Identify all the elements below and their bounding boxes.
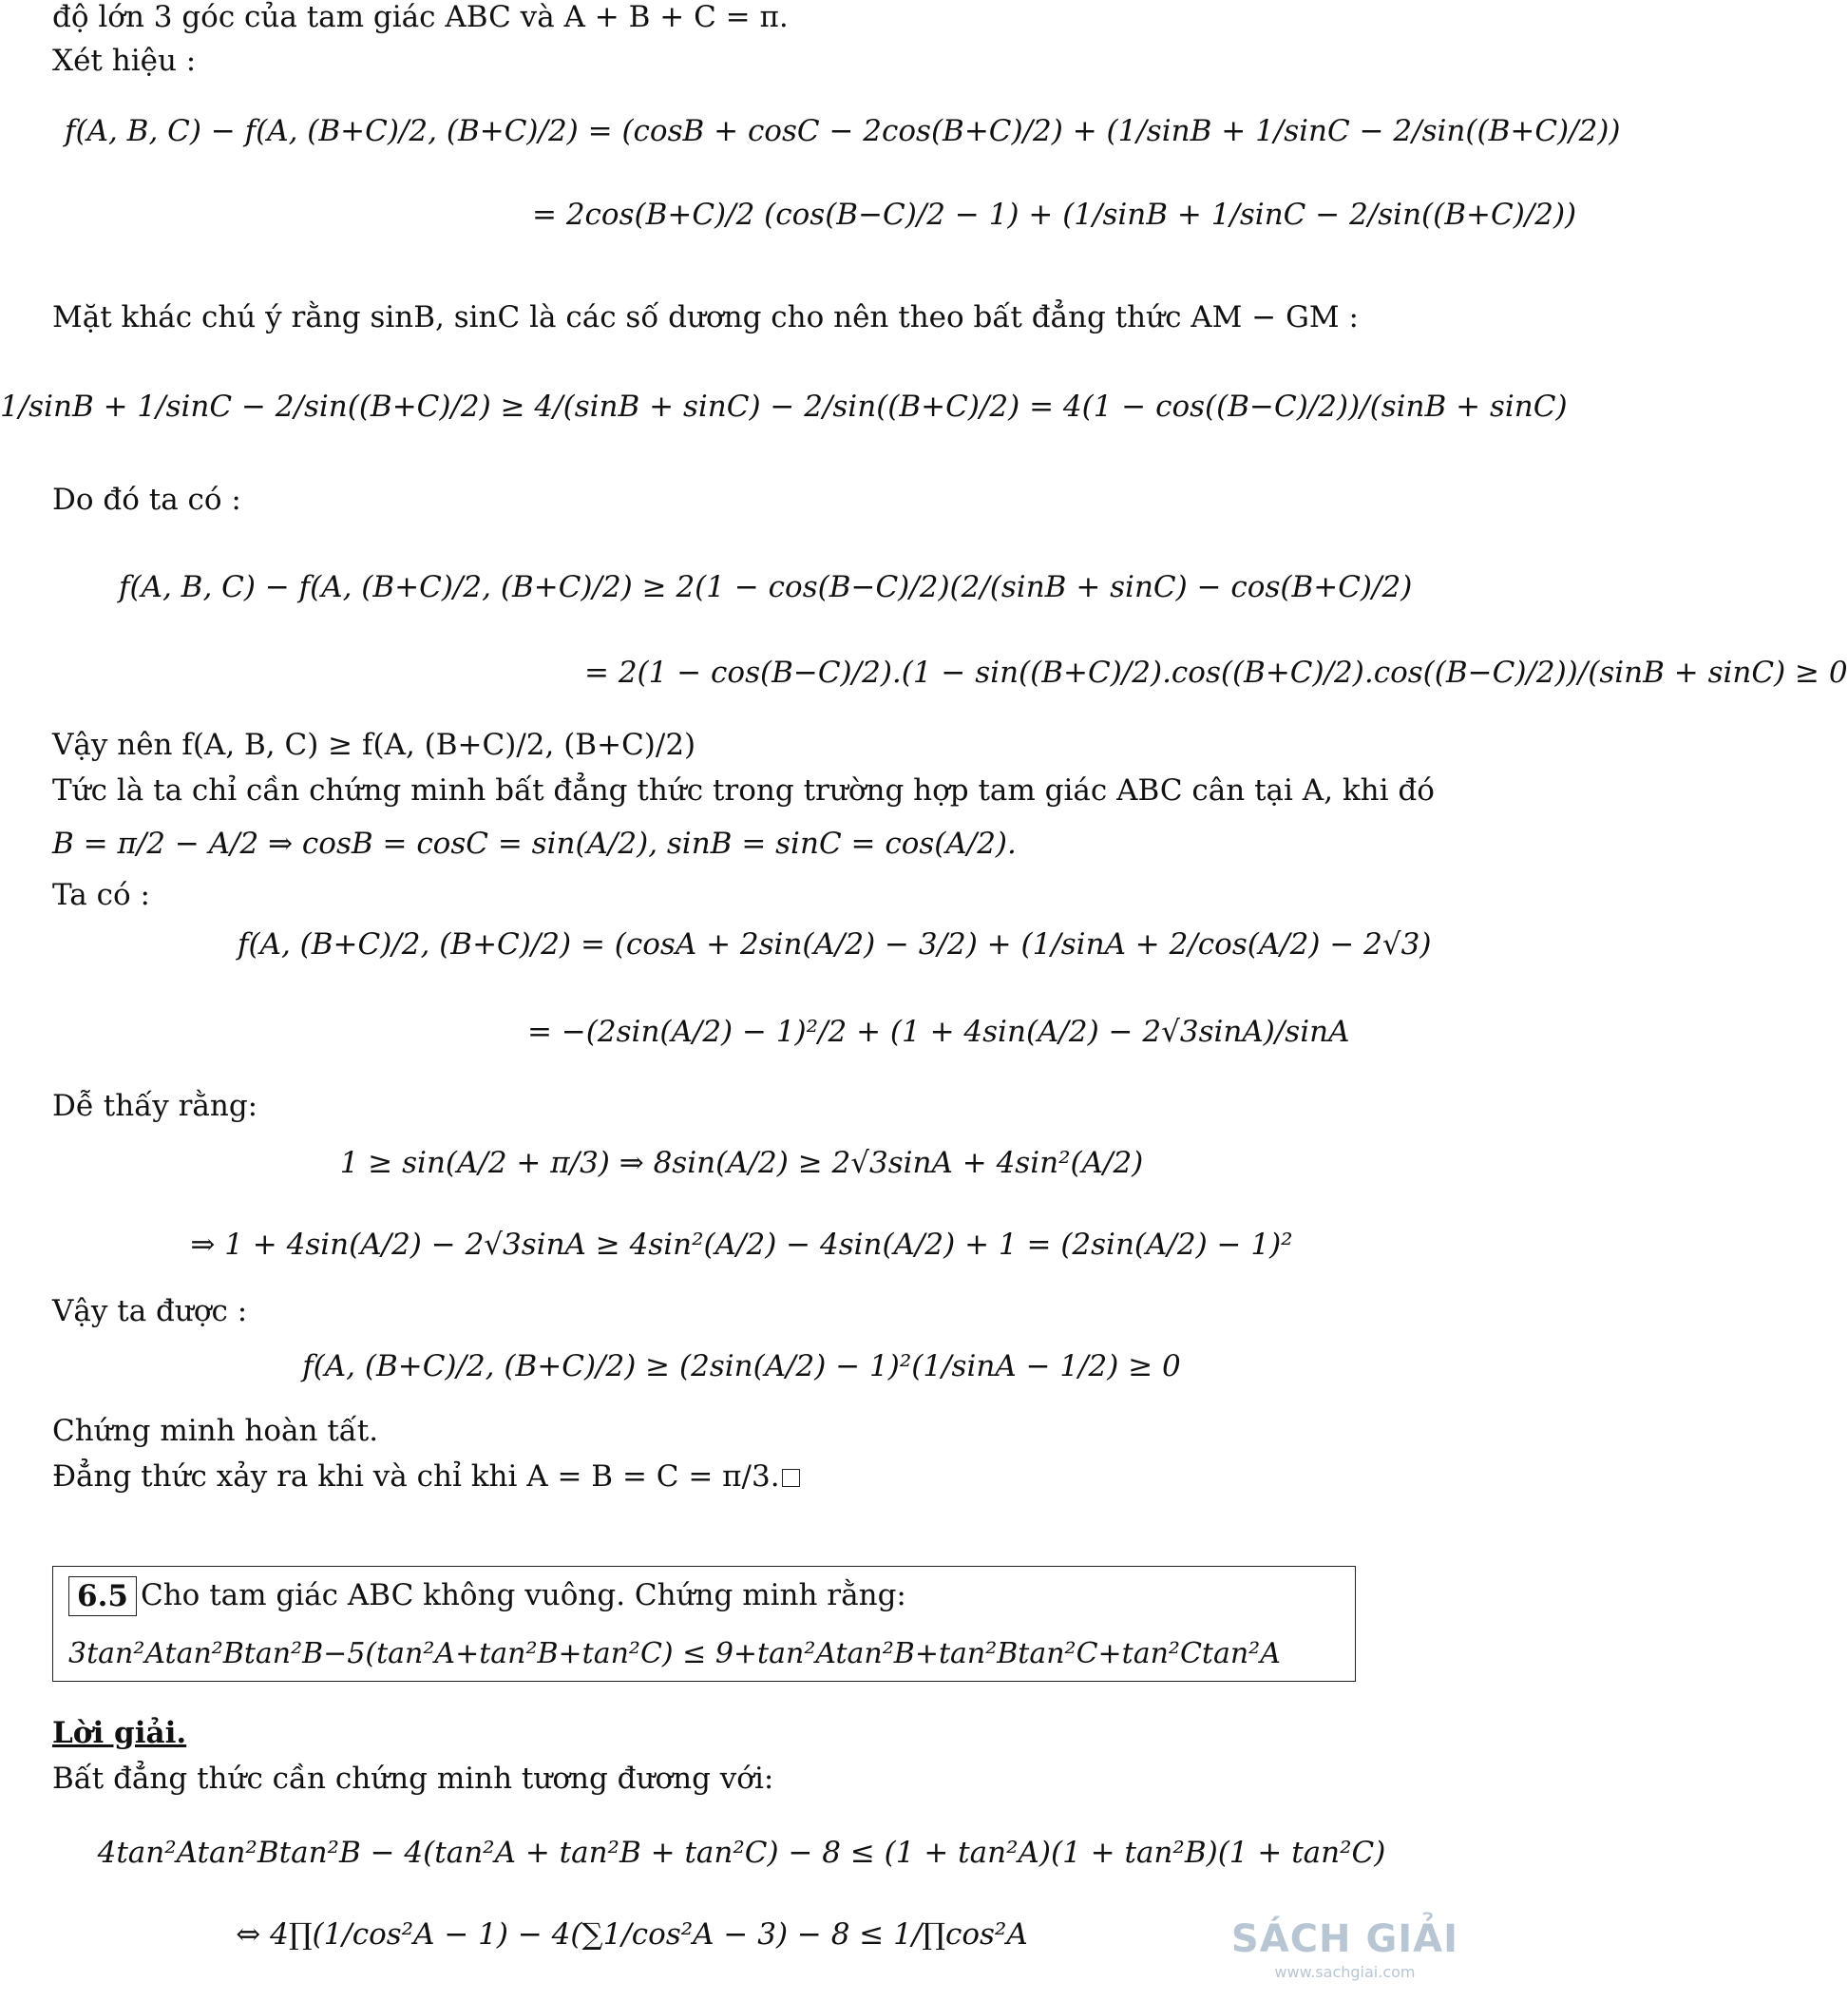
- problem-box: [52, 1566, 1356, 1682]
- equation-4: f(A, B, C) − f(A, (B+C)/2, (B+C)/2) ≥ 2(1 − cos(B−C)/2)(2/(sinB + sinC) − cos(B+C)/2): [119, 570, 1413, 604]
- dang-thuc-text: Đẳng thức xảy ra khi và chỉ khi A = B = C = π/3.: [52, 1459, 780, 1494]
- equation-5: = 2(1 − cos(B−C)/2).(1 − sin((B+C)/2).cos((B+C)/2).cos((B−C)/2))/(sinB + sinC) ≥ 0: [584, 656, 1848, 690]
- text-ta-co: Ta có :: [52, 878, 150, 912]
- equation-12: ⇔ 4∏(1/cos²A − 1) − 4(∑1/cos²A − 3) − 8 ≤ 1/∏cos²A: [236, 1917, 1028, 1952]
- equation-1: f(A, B, C) − f(A, (B+C)/2, (B+C)/2) = (cosB + cosC − 2cos(B+C)/2) + (1/sinB + 1/sinC − 2/sin((B+C)/2)): [65, 114, 1621, 148]
- text-chung-minh: Chứng minh hoàn tất.: [52, 1414, 379, 1448]
- text-do-do: Do đó ta có :: [52, 483, 241, 517]
- text-dang-thuc: [52, 1459, 800, 1494]
- text-de-thay: Dễ thấy rằng:: [52, 1089, 258, 1123]
- watermark-url: www.sachgiai.com: [1274, 1963, 1416, 1981]
- equation-6: f(A, (B+C)/2, (B+C)/2) = (cosA + 2sin(A/2) − 3/2) + (1/sinA + 2/cos(A/2) − 2√3): [238, 927, 1432, 962]
- equation-2: = 2cos(B+C)/2 (cos(B−C)/2 − 1) + (1/sinB + 1/sinC − 2/sin((B+C)/2)): [532, 198, 1577, 232]
- equation-7: = −(2sin(A/2) − 1)²/2 + (1 + 4sin(A/2) − 2√3sinA)/sinA: [527, 1015, 1350, 1049]
- equation-10: f(A, (B+C)/2, (B+C)/2) ≥ (2sin(A/2) − 1)²(1/sinA − 1/2) ≥ 0: [302, 1349, 1181, 1383]
- text-vay-ta-duoc: Vậy ta được :: [52, 1294, 248, 1328]
- problem-number: 6.5: [68, 1576, 137, 1616]
- equation-8: 1 ≥ sin(A/2 + π/3) ⇒ 8sin(A/2) ≥ 2√3sinA + 4sin²(A/2): [339, 1146, 1144, 1180]
- qed-square-icon: [782, 1469, 800, 1487]
- watermark-logo: SÁCH GIẢI: [1230, 1917, 1458, 1961]
- text-vay-nen: Vậy nên f(A, B, C) ≥ f(A, (B+C)/2, (B+C)/2): [52, 728, 696, 762]
- text-mat-khac: Mặt khác chú ý rằng sinB, sinC là các số dương cho nên theo bất đẳng thức AM − GM :: [52, 300, 1359, 334]
- problem-statement: Cho tam giác ABC không vuông. Chứng minh rằng:: [141, 1578, 906, 1612]
- text-bat-dang-thuc: Bất đẳng thức cần chứng minh tương đương với:: [52, 1762, 774, 1796]
- text-b-equation: B = π/2 − A/2 ⇒ cosB = cosC = sin(A/2), sinB = sinC = cos(A/2).: [52, 827, 1017, 861]
- sachgiai-watermark: [1231, 1917, 1458, 1981]
- text-xet-hieu: Xét hiệu :: [52, 44, 197, 78]
- text-line-top: độ lớn 3 góc của tam giác ABC và A + B + C = π.: [52, 0, 789, 34]
- equation-3: 1/sinB + 1/sinC − 2/sin((B+C)/2) ≥ 4/(sinB + sinC) − 2/sin((B+C)/2) = 4(1 − cos((B−C)/2))/(sinB + sinC): [0, 390, 1568, 424]
- equation-9: ⇒ 1 + 4sin(A/2) − 2√3sinA ≥ 4sin²(A/2) − 4sin(A/2) + 1 = (2sin(A/2) − 1)²: [190, 1228, 1293, 1262]
- text-tuc-la: Tức là ta chỉ cần chứng minh bất đẳng thức trong trường hợp tam giác ABC cân tại A, khi đó: [52, 773, 1435, 808]
- problem-inequality: 3tan²Atan²Btan²B−5(tan²A+tan²B+tan²C) ≤ 9+tan²Atan²B+tan²Btan²C+tan²Ctan²A: [68, 1637, 1281, 1670]
- equation-11: 4tan²Atan²Btan²B − 4(tan²A + tan²B + tan²C) − 8 ≤ (1 + tan²A)(1 + tan²B)(1 + tan²C): [97, 1836, 1386, 1870]
- solution-heading: Lời giải.: [52, 1716, 187, 1750]
